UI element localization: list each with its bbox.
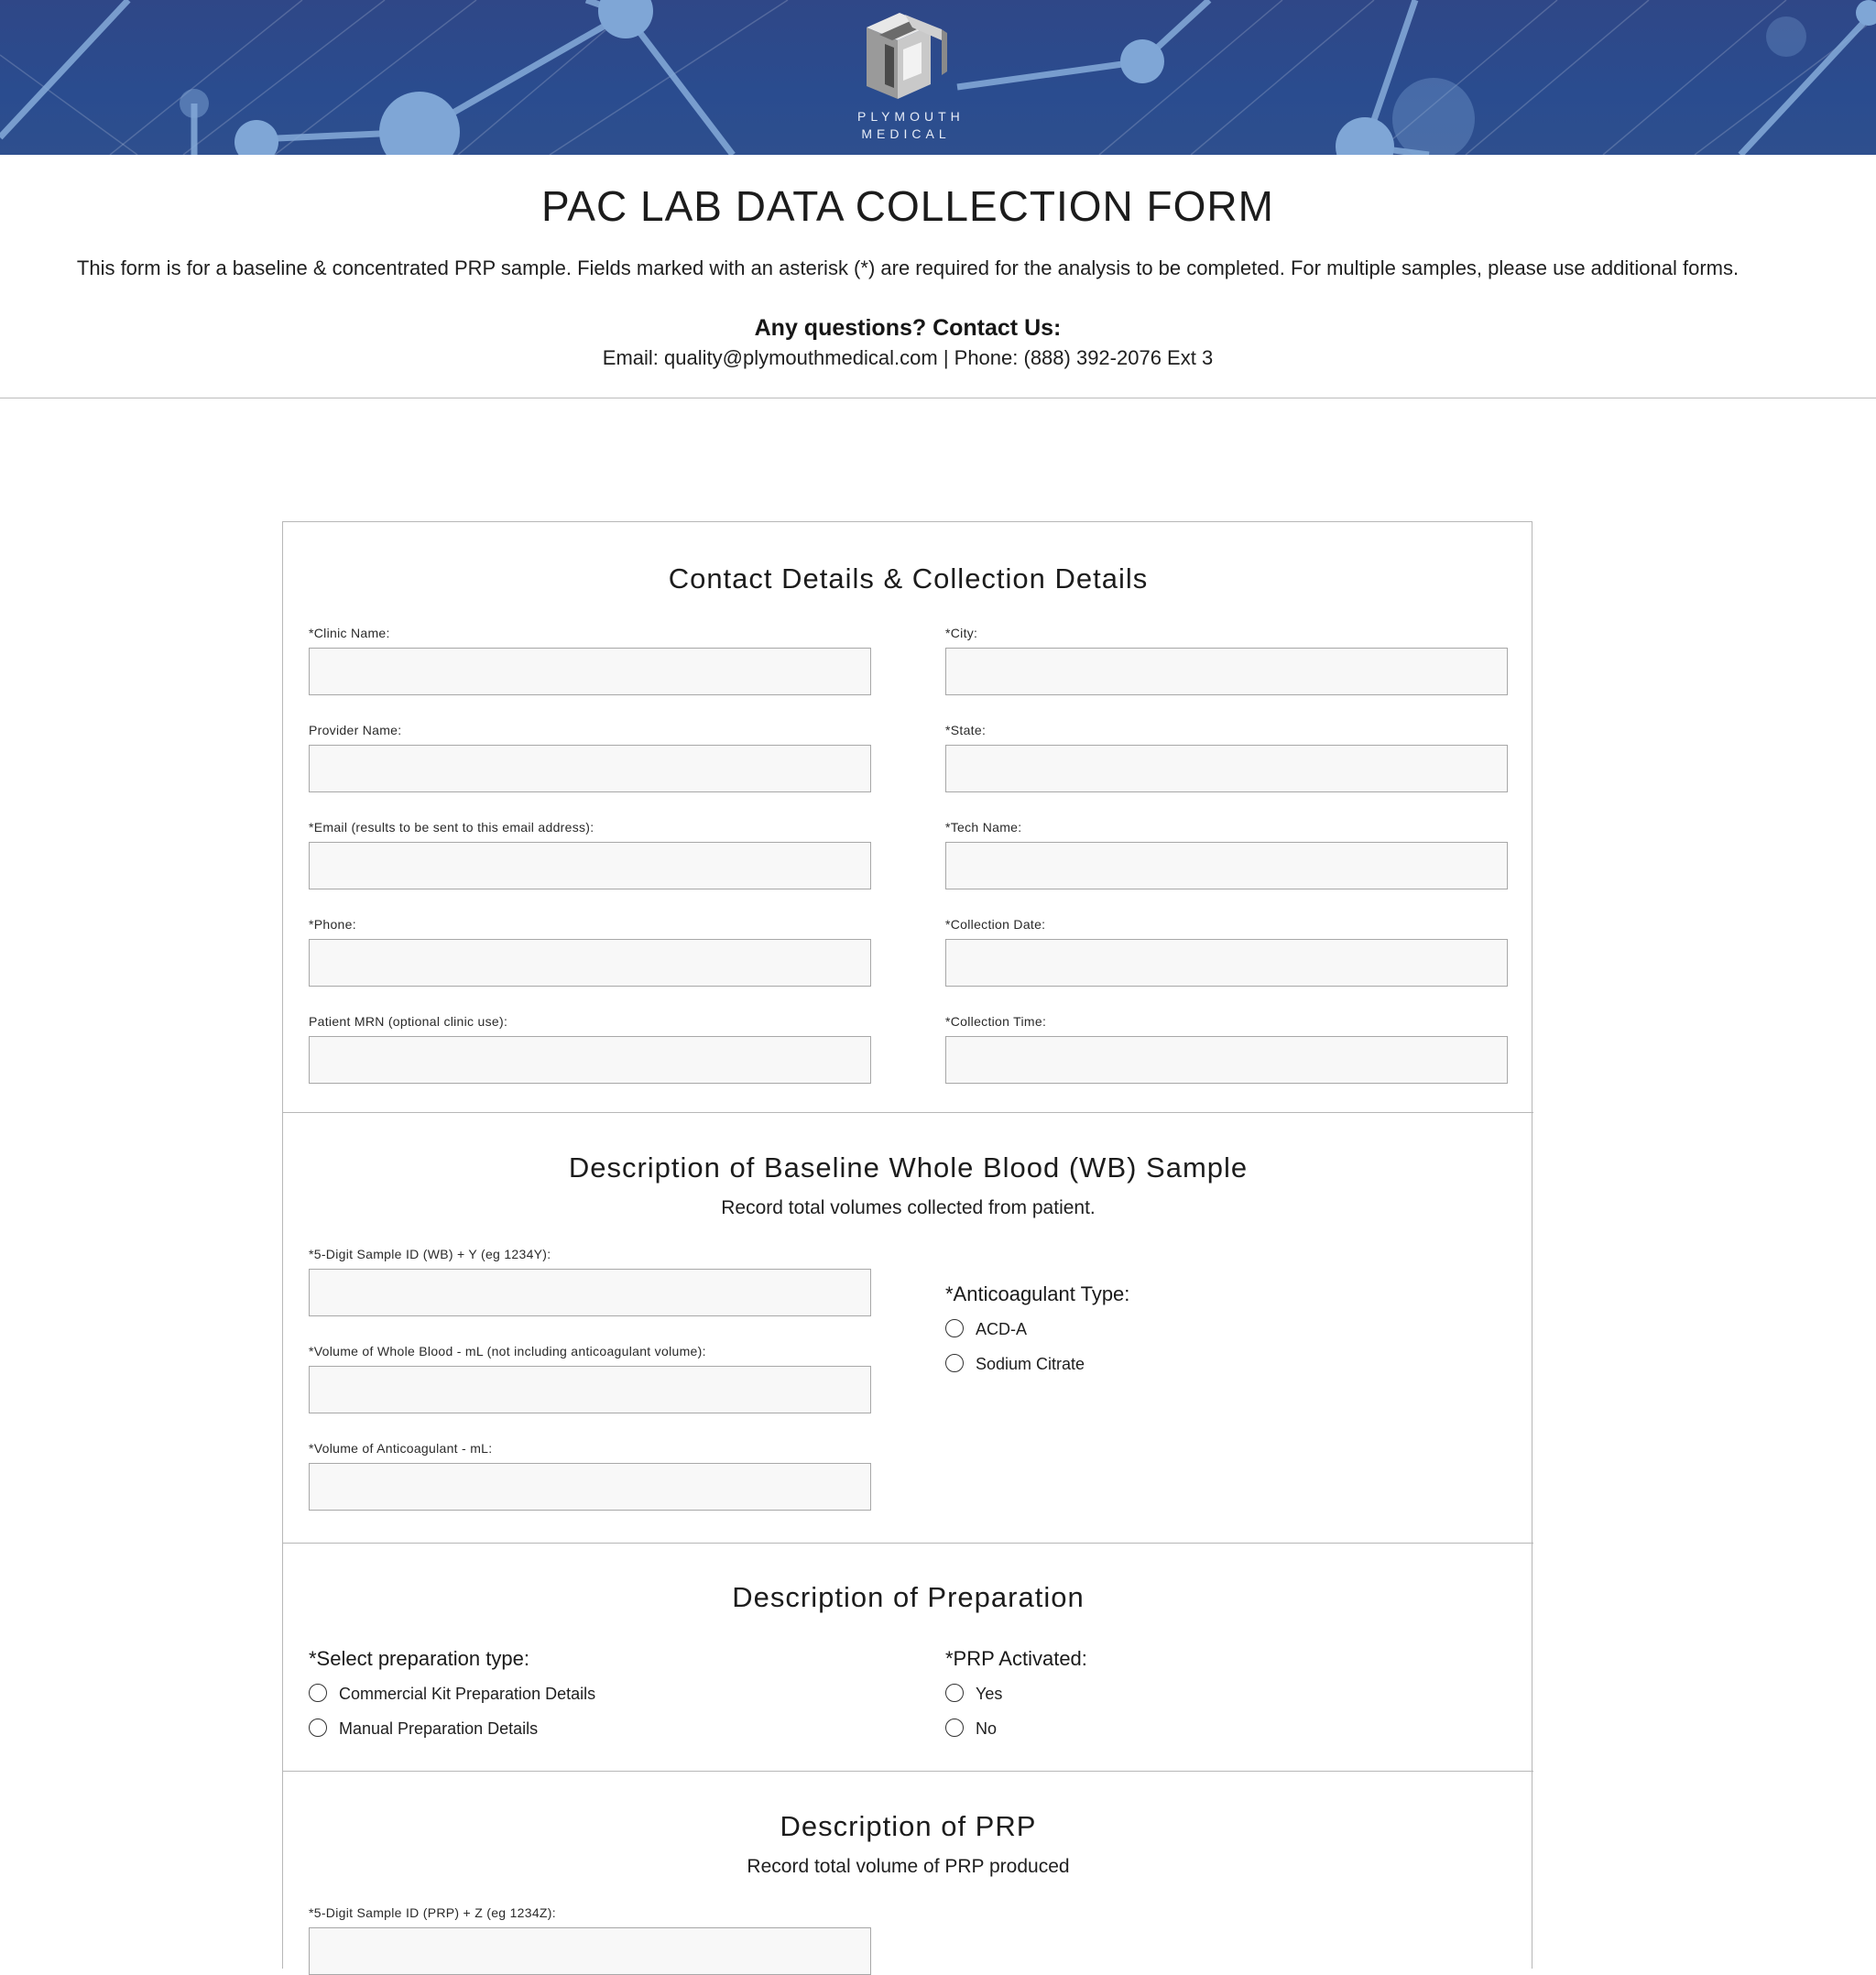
- field-provider-name: [309, 722, 871, 738]
- field-prp-sample-id: [309, 1904, 871, 1921]
- field-label: Provider Name:: [309, 723, 402, 737]
- wb-sample-id-input[interactable]: [309, 1269, 871, 1316]
- wb-volume-input[interactable]: [309, 1366, 871, 1413]
- section-title: Contact Details & Collection Details: [668, 562, 1149, 595]
- radio-button[interactable]: [945, 1354, 964, 1372]
- page-title: PAC LAB DATA COLLECTION FORM: [541, 182, 1274, 230]
- field-label: *State:: [945, 723, 987, 737]
- field-clinic-name: [309, 625, 871, 641]
- state-input[interactable]: [945, 745, 1508, 792]
- plymouth-medical-logo[interactable]: [857, 7, 965, 142]
- field-label: *Volume of Anticoagulant - mL:: [309, 1441, 493, 1456]
- group-title: *Anticoagulant Type:: [945, 1282, 1130, 1305]
- field-label: *Phone:: [309, 917, 356, 932]
- field-label: *Email (results to be sent to this email address):: [309, 820, 594, 835]
- field-label: *Tech Name:: [945, 820, 1022, 835]
- header-banner: [0, 0, 1876, 155]
- field-label: *Collection Date:: [945, 917, 1046, 932]
- clinic-name-input[interactable]: [309, 648, 871, 695]
- field-state: [945, 722, 1508, 738]
- field-anticoagulant-volume: [309, 1440, 871, 1457]
- radio-button[interactable]: [309, 1719, 327, 1737]
- radio-button[interactable]: [309, 1684, 327, 1702]
- anticoagulant-type-group: [945, 1282, 1508, 1382]
- field-label: *Volume of Whole Blood - mL (not including anticoagulant volume):: [309, 1344, 706, 1358]
- intro-text: This form is for a baseline & concentrated PRP sample. Fields marked with an asterisk (*) are required for the analysis to be completed. For multiple samples, please use additional forms.: [76, 256, 1740, 279]
- field-wb-volume: [309, 1343, 871, 1359]
- email-input[interactable]: [309, 842, 871, 889]
- phone-input[interactable]: [309, 939, 871, 987]
- radio-button[interactable]: [945, 1719, 964, 1737]
- radio-button[interactable]: [945, 1319, 964, 1337]
- data-collection-form: [282, 521, 1532, 1969]
- group-title: *PRP Activated:: [945, 1647, 1087, 1670]
- field-label: *5-Digit Sample ID (PRP) + Z (eg 1234Z):: [309, 1905, 556, 1920]
- radio-label: No: [976, 1719, 998, 1738]
- radio-label: Sodium Citrate: [976, 1355, 1085, 1373]
- city-input[interactable]: [945, 648, 1508, 695]
- field-tech-name: [945, 819, 1508, 835]
- field-patient-mrn: [309, 1013, 871, 1030]
- section-contact-details: [283, 522, 1533, 1112]
- patient-mrn-input[interactable]: [309, 1036, 871, 1084]
- radio-label: Manual Preparation Details: [339, 1719, 539, 1738]
- section-title: Description of PRP: [780, 1810, 1037, 1842]
- tech-name-input[interactable]: [945, 842, 1508, 889]
- logo-text-plymouth: PLYMOUTH: [857, 109, 965, 124]
- section-title: Description of Baseline Whole Blood (WB) Sample: [568, 1151, 1249, 1184]
- logo-text-medical: MEDICAL: [861, 126, 951, 141]
- field-phone: [309, 916, 871, 933]
- field-label: *Collection Time:: [945, 1014, 1047, 1029]
- field-label: Patient MRN (optional clinic use):: [309, 1014, 508, 1029]
- section-subtitle: Record total volume of PRP produced: [747, 1856, 1070, 1877]
- radio-label: Yes: [976, 1685, 1003, 1703]
- field-collection-date: [945, 916, 1508, 933]
- contact-heading: Any questions? Contact Us:: [754, 315, 1062, 341]
- anticoagulant-volume-input[interactable]: [309, 1463, 871, 1511]
- field-city: [945, 625, 1508, 641]
- field-collection-time: [945, 1013, 1508, 1030]
- preparation-type-group: [309, 1646, 871, 1747]
- field-wb-sample-id: [309, 1246, 871, 1262]
- field-label: *Clinic Name:: [309, 626, 390, 640]
- radio-label: Commercial Kit Preparation Details: [339, 1685, 596, 1703]
- collection-date-input[interactable]: [945, 939, 1508, 987]
- section-subtitle: Record total volumes collected from patient.: [721, 1197, 1096, 1218]
- radio-button[interactable]: [945, 1684, 964, 1702]
- section-preparation: [283, 1543, 1533, 1772]
- group-title: *Select preparation type:: [309, 1647, 529, 1670]
- prp-activated-group: [945, 1646, 1508, 1747]
- contact-info: Email: quality@plymouthmedical.com | Phone: (888) 392-2076 Ext 3: [602, 346, 1214, 369]
- provider-name-input[interactable]: [309, 745, 871, 792]
- prp-sample-id-input[interactable]: [309, 1927, 871, 1975]
- field-email: [309, 819, 871, 835]
- cube-logo-icon: [857, 7, 954, 103]
- section-prp: [283, 1771, 1533, 1973]
- field-label: *5-Digit Sample ID (WB) + Y (eg 1234Y):: [309, 1247, 551, 1261]
- field-label: *City:: [945, 626, 978, 640]
- section-baseline-whole-blood: [283, 1112, 1533, 1544]
- section-title: Description of Preparation: [732, 1581, 1085, 1613]
- collection-time-input[interactable]: [945, 1036, 1508, 1084]
- radio-label: ACD-A: [976, 1320, 1028, 1338]
